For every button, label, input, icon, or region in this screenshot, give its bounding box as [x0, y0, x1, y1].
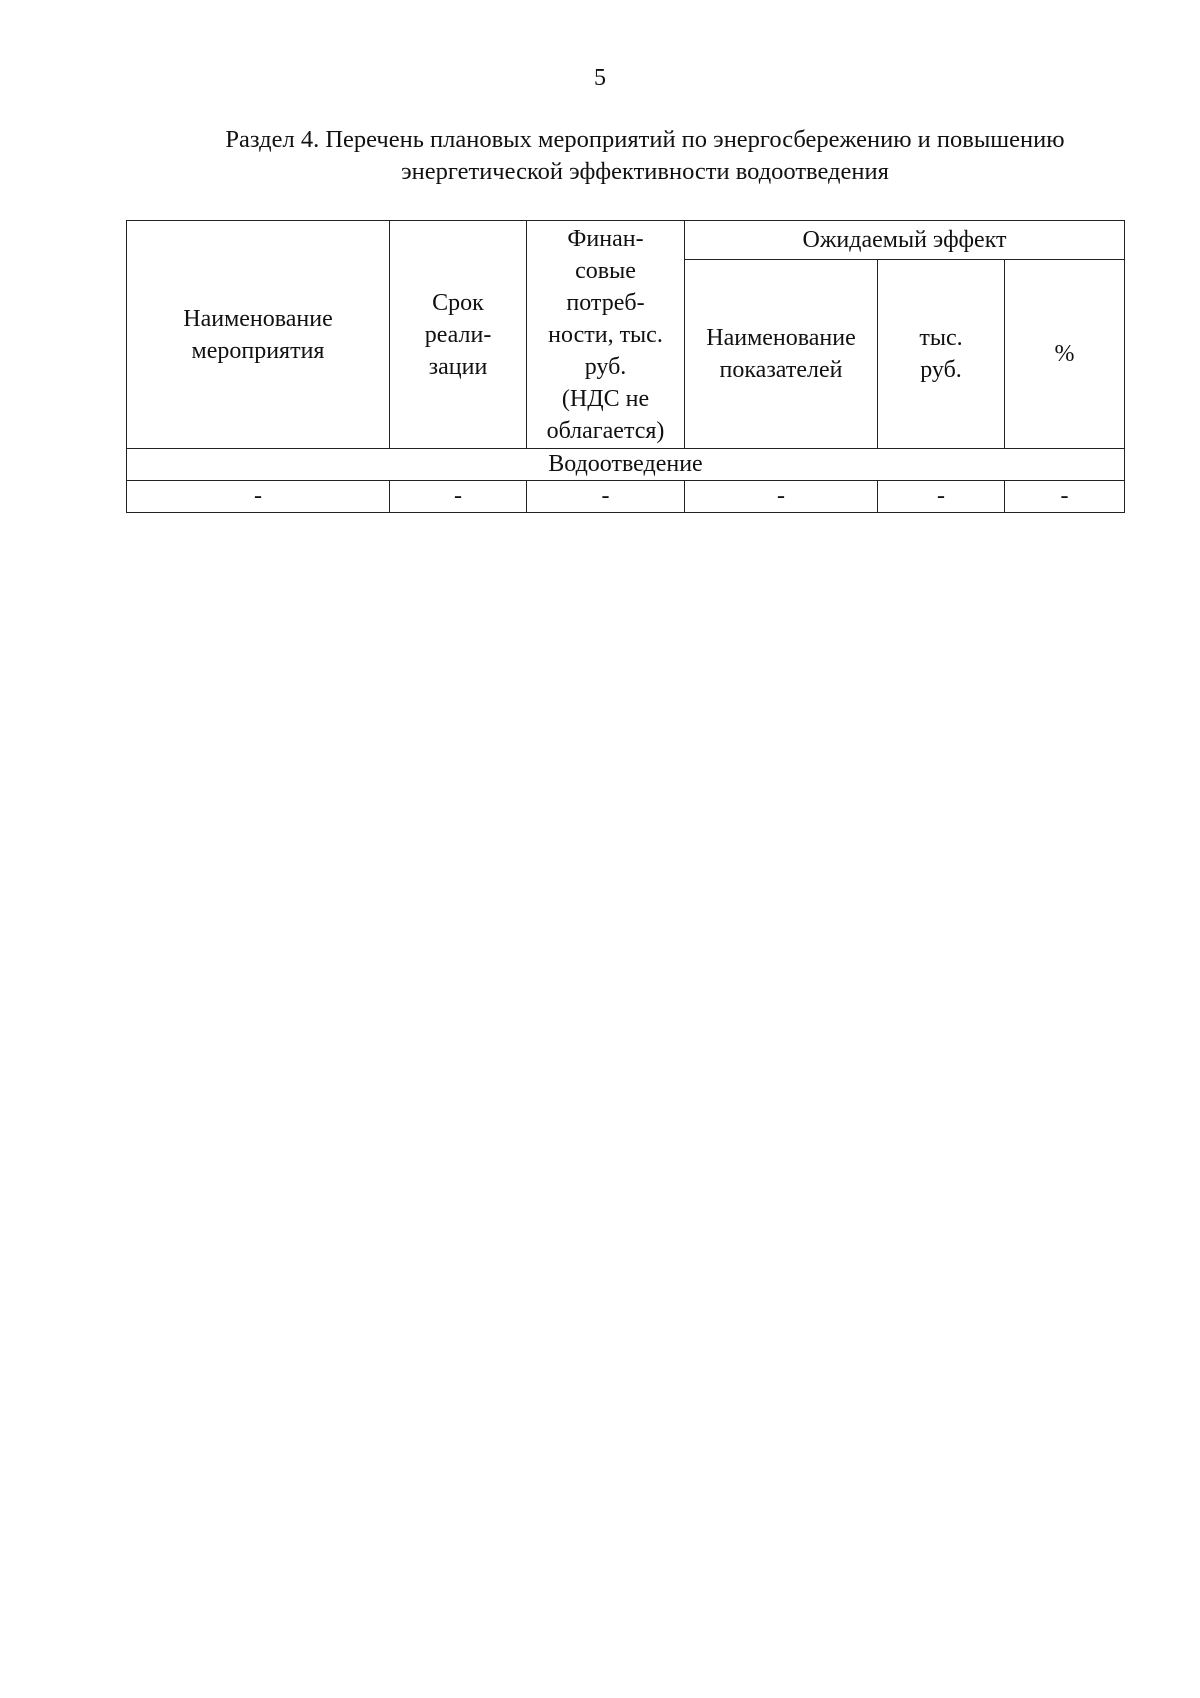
table-section-title: Водоотведение — [127, 449, 1125, 481]
measures-table — [126, 220, 1125, 513]
table-cell: - — [527, 481, 685, 513]
header-thousand-rub: тыс. руб. — [878, 260, 1005, 449]
table-cell: - — [685, 481, 878, 513]
table-cell: - — [390, 481, 527, 513]
page-number: 5 — [594, 65, 606, 91]
header-expected-effect: Ожидаемый эффект — [685, 221, 1125, 260]
table-cell: - — [1005, 481, 1125, 513]
table-cell: - — [878, 481, 1005, 513]
section-title-line-2: энергетической эффективности водоотведения — [401, 158, 889, 185]
table-cell: - — [127, 481, 390, 513]
section-title — [150, 124, 1140, 188]
table-row — [127, 481, 1125, 513]
header-percent: % — [1005, 260, 1125, 449]
header-period: Срок реали- зации — [390, 221, 527, 449]
section-title-line-1: Раздел 4. Перечень плановых мероприятий по энергосбережению и повышению — [225, 126, 1065, 153]
header-event-name: Наименование мероприятия — [127, 221, 390, 449]
header-indicator-name: Наименование показателей — [685, 260, 878, 449]
header-financial-needs: Финан- совые потреб- ности, тыс. руб. (НДС не облагается) — [527, 221, 685, 449]
